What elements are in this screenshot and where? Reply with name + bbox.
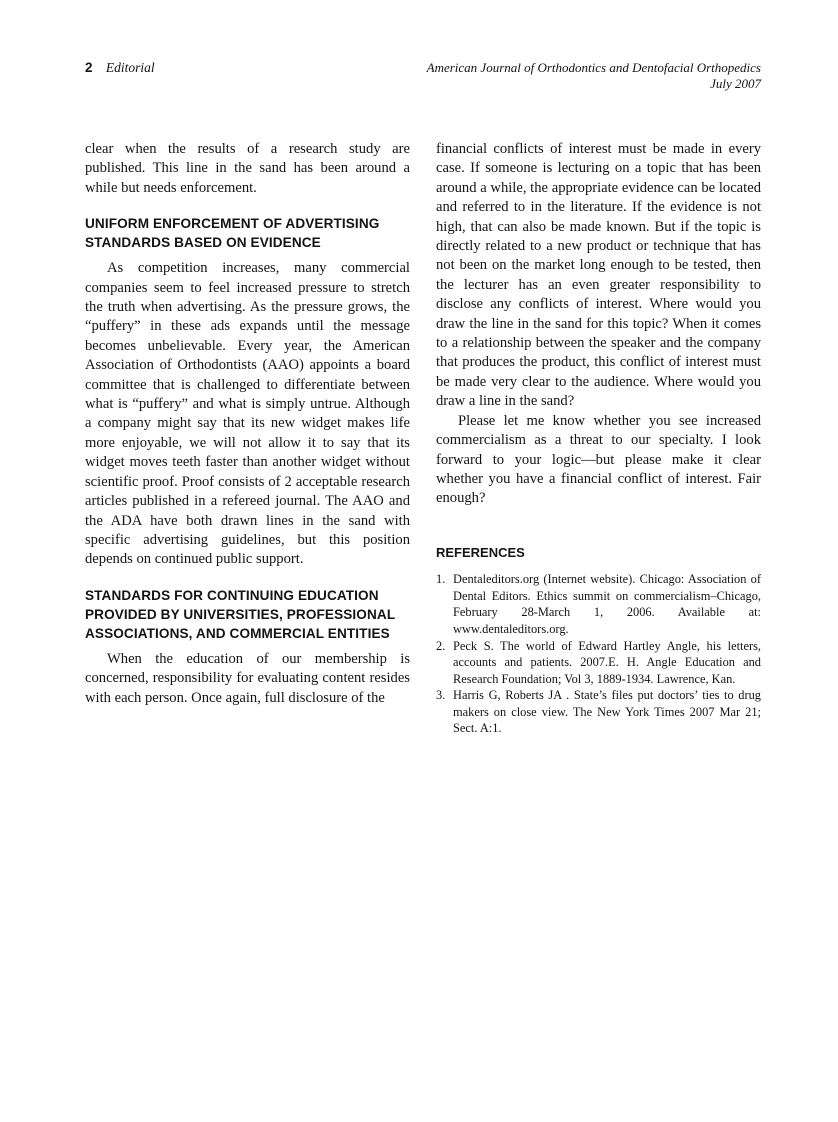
reference-number: 1.	[436, 572, 446, 587]
paragraph-disclosure: financial conflicts of interest must be made in every case. If someone is lecturing on a topic that has been around a while, the appropriate evidence can be located and referred to in the literature. If the evidence is not high, that can also be made known. But if the topic is directly related to a new product or technique that has not been on the market long enough to be tested, then the lecturer has an even greater responsibility to disclose any conflicts of interest. Where would you draw the line in the sand for this topic? When it comes to a relationship between the speaker and the company that produces the product, this conflict of interest must be made very clear to the audience. Where would you draw a line in the sand?	[436, 141, 761, 410]
reference-number: 3.	[436, 688, 446, 703]
paragraph-education: When the education of our membership is concerned, responsibility for evaluating content resides with each person. Once again, full disclosure of the	[85, 650, 410, 706]
reference-list	[436, 571, 761, 737]
heading-advertising-standards: UNIFORM ENFORCEMENT OF ADVERTISING STANDARDS BASED ON EVIDENCE	[85, 216, 380, 251]
reference-item	[436, 638, 761, 688]
heading-continuing-education: STANDARDS FOR CONTINUING EDUCATION PROVIDED BY UNIVERSITIES, PROFESSIONAL ASSOCIATIONS, AND COMMERCIAL ENTITIES	[85, 587, 395, 641]
reference-number: 2.	[436, 638, 446, 653]
journal-title: American Journal of Orthodontics and Dentofacial Orthopedics	[426, 60, 761, 75]
left-column	[85, 140, 410, 737]
running-header	[85, 60, 761, 92]
header-right	[427, 60, 761, 92]
two-column-body	[85, 140, 761, 737]
reference-text: Harris G, Roberts JA . State’s files put doctors’ ties to drug makers on close view. The New York Times 2007 Mar 21; Sect. A:1.	[453, 688, 761, 736]
paragraph-closing: Please let me know whether you see increased commercialism as a threat to our specialty. I look forward to your logic—but please make it clear whether you have a financial conflict of interest. Fair enough?	[436, 412, 761, 507]
right-column	[436, 140, 761, 737]
reference-item	[436, 571, 761, 637]
paragraph-advertising: As competition increases, many commercial companies seem to feel increased pressure to stretch the truth when advertising. As the pressure grows, the “puffery” in these ads expands until the message becomes unbelievable. Every year, the American Association of Orthodontists (AAO) appoints a board committee that is challenged to differentiate between what is “puffery” and what is simply untrue. Although a company might say that its new widget makes life more enjoyable, we will not allow it to say that its widget moves teeth faster than another widget without scientific proof. Proof consists of 2 acceptable research articles published in a refereed journal. The AAO and the ADA have both drawn lines in the sand with specific advertising guidelines, but this position depends on continued public support.	[85, 260, 410, 568]
reference-text: Peck S. The world of Edward Hartley Angle, his letters, accounts and patients. 2007.E. H. Angle Education and Research Foundation; Vol 3, 1889-1934. Lawrence, Kan.	[453, 638, 761, 686]
references-heading: REFERENCES	[436, 544, 525, 560]
reference-text: Dentaleditors.org (Internet website). Chicago: Association of Dental Editors. Ethics summit on commercialism–Chicago, February 28-March 1, 2006. Available at: www.dentaleditors.org.	[453, 572, 761, 636]
issue-date: July 2007	[710, 76, 761, 91]
page-content	[85, 60, 761, 737]
section-title: Editorial	[105, 60, 155, 75]
reference-item	[436, 687, 761, 737]
header-left	[85, 60, 155, 75]
continuation-paragraph: clear when the results of a research study are published. This line in the sand has been around a while but needs enforcement.	[85, 141, 410, 196]
page-number: 2	[85, 60, 93, 75]
